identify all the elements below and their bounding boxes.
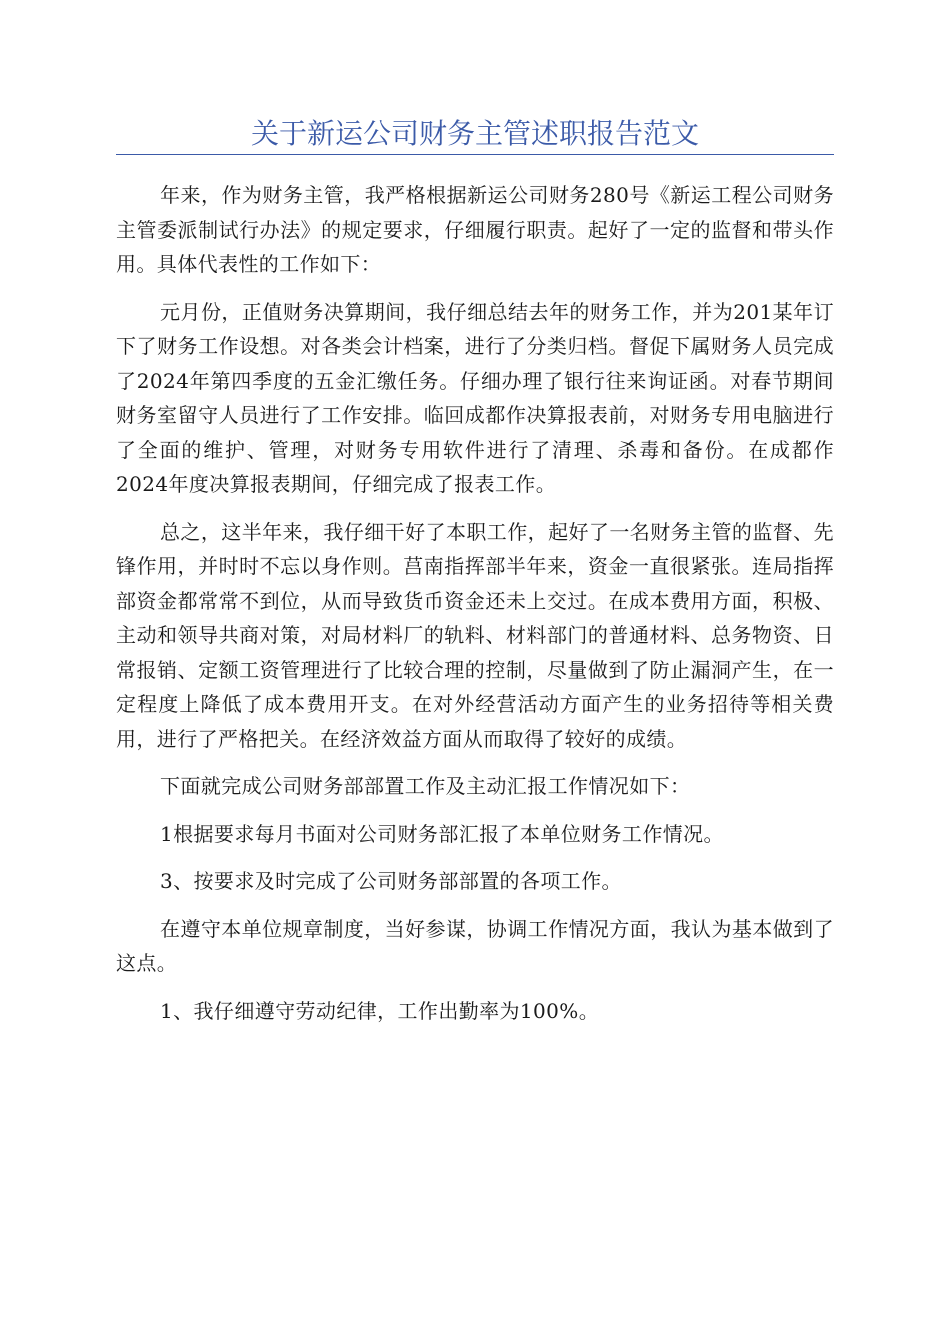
title-underline: [116, 154, 834, 155]
document-body: [116, 178, 834, 1041]
paragraph-january: 元月份，正值财务决算期间，我仔细总结去年的财务工作，并为201某年订下了财务工作设想。对各类会计档案，进行了分类归档。督促下属财务人员完成了2024年第四季度的五金汇缴任务。仔细办理了银行往来询证函。对春节期间财务室留守人员进行了工作安排。临回成都作决算报表前，对财务专用电脑进行了全面的维护、管理，对财务专用软件进行了清理、杀毒和备份。在成都作2024年度决算报表期间，仔细完成了报表工作。: [116, 299, 834, 496]
paragraph-item-1: 1根据要求每月书面对公司财务部汇报了本单位财务工作情况。: [160, 821, 724, 846]
paragraph-item-3: 3、按要求及时完成了公司财务部部置的各项工作。: [160, 869, 622, 893]
paragraph-intro: 年来，作为财务主管，我严格根据新运公司财务280号《新运工程公司财务主管委派制试行办法》的规定要求，仔细履行职责。起好了一定的监督和带头作用。具体代表性的工作如下：: [116, 183, 834, 276]
document-title: 关于新运公司财务主管述职报告范文: [250, 117, 699, 150]
paragraph-report-intro: 下面就完成公司财务部部置工作及主动汇报工作情况如下：: [160, 774, 691, 798]
paragraph-rules: 在遵守本单位规章制度，当好参谋，协调工作情况方面，我认为基本做到了这点。: [116, 916, 834, 975]
paragraph-attendance: 1、我仔细遵守劳动纪律，工作出勤率为100%。: [160, 998, 600, 1023]
paragraph-summary: 总之，这半年来，我仔细干好了本职工作，起好了一名财务主管的监督、先锋作用，并时时不忘以身作则。莒南指挥部半年来，资金一直很紧张。连局指挥部资金都常常不到位，从而导致货币资金还未上交过。在成本费用方面，积极、主动和领导共商对策，对局材料厂的轨料、材料部门的普通材料、总务物资、日常报销、定额工资管理进行了比较合理的控制，尽量做到了防止漏洞产生，在一定程度上降低了成本费用开支。在对外经营活动方面产生的业务招待等相关费用，进行了严格把关。在经济效益方面从而取得了较好的成绩。: [116, 519, 834, 751]
